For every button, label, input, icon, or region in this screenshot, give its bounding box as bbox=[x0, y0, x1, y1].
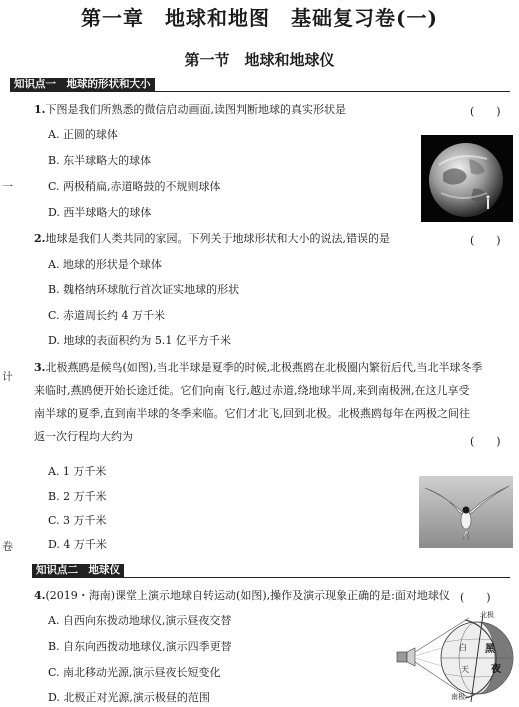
question-1-stem bbox=[34, 103, 346, 117]
margin-char-2: 计 bbox=[2, 370, 13, 383]
question-3-line-1: 3.北极燕鸥是候鸟(如图),当北半球是夏季的时候,北极燕鸥在北极圈内繁衍后代,当北半球冬季 bbox=[34, 361, 483, 374]
diagram-day-char-2: 天 bbox=[461, 665, 469, 674]
question-2-answer-paren: ( ) bbox=[470, 234, 501, 247]
diagram-north-pole-label: 北极 bbox=[480, 611, 494, 619]
question-3-line-4: 返一次行程均大约为 bbox=[34, 430, 133, 443]
question-3-number: 3. bbox=[34, 361, 46, 374]
globe-rotation-diagram bbox=[395, 608, 515, 706]
question-3-option-b: B. 2 万千米 bbox=[48, 490, 107, 503]
question-1-option-d: D. 西半球略大的球体 bbox=[48, 206, 152, 219]
diagram-night-char-2: 夜 bbox=[491, 664, 501, 675]
question-4-stem bbox=[34, 589, 450, 603]
diagram-south-pole-label: 南极 bbox=[451, 693, 465, 701]
question-3-option-a: A. 1 万千米 bbox=[48, 465, 107, 478]
question-1-option-b: B. 东半球略大的球体 bbox=[48, 154, 152, 167]
question-4-text: (2019・海南)课堂上演示地球自转运动(如图),操作及演示现象正确的是:面对地球仪 bbox=[45, 589, 450, 602]
question-4-option-b: B. 自东向西拨动地球仪,演示四季更替 bbox=[48, 640, 232, 653]
question-3-option-c: C. 3 万千米 bbox=[48, 514, 107, 527]
question-2-text: 地球是我们人类共同的家园。下列关于地球形状和大小的说法,错误的是 bbox=[45, 232, 390, 245]
question-2-option-a: A. 地球的形状是个球体 bbox=[48, 258, 162, 271]
knowledge-point-2-label: 知识点二 地球仪 bbox=[32, 564, 124, 577]
question-4-option-a: A. 自西向东拨动地球仪,演示昼夜交替 bbox=[48, 614, 232, 627]
question-3-answer-paren: ( ) bbox=[470, 435, 501, 448]
question-4-answer-paren: ( ) bbox=[460, 591, 491, 604]
question-2-stem bbox=[34, 232, 390, 246]
question-2-option-b: B. 魏格纳环球航行首次证实地球的形状 bbox=[48, 283, 240, 296]
question-2-option-c: C. 赤道周长约 4 万千米 bbox=[48, 309, 166, 322]
question-2-option-d: D. 地球的表面积约为 5.1 亿平方千米 bbox=[48, 334, 231, 347]
question-3-line-2: 来临时,燕鸥便开始长途迁徙。它们向南飞行,越过赤道,绕地球半周,来到南极洲,在这儿享受 bbox=[34, 384, 470, 397]
diagram-day-char-1: 白 bbox=[459, 643, 467, 652]
question-1-answer-paren: ( ) bbox=[470, 105, 501, 118]
question-1-option-a: A. 正圆的球体 bbox=[48, 128, 118, 141]
question-1-text: 下图是我们所熟悉的微信启动画面,读图判断地球的真实形状是 bbox=[45, 103, 346, 116]
question-2-number: 2. bbox=[34, 232, 46, 245]
question-1-option-c: C. 两极稍扁,赤道略鼓的不规则球体 bbox=[48, 180, 221, 193]
question-3-option-d: D. 4 万千米 bbox=[48, 538, 107, 551]
earth-photo bbox=[421, 135, 513, 222]
margin-char-1: 一 bbox=[2, 180, 13, 193]
question-3-line-3: 南半球的夏季,直到南半球的冬季来临。它们才北飞,回到北极。北极燕鸥每年在两极之间往 bbox=[34, 407, 470, 420]
page-title: 第一章 地球和地图 基础复习卷(一) bbox=[81, 6, 438, 30]
question-4-number: 4. bbox=[34, 589, 46, 602]
question-4-option-c: C. 南北移动光源,演示昼夜长短变化 bbox=[48, 666, 221, 679]
arctic-tern-photo bbox=[419, 476, 513, 548]
question-3-stem bbox=[34, 356, 506, 448]
knowledge-point-2-rule bbox=[32, 577, 510, 578]
question-1-number: 1. bbox=[34, 103, 46, 116]
margin-char-3: 卷 bbox=[2, 540, 13, 553]
knowledge-point-1-rule bbox=[10, 91, 510, 92]
diagram-night-char-1: 黑 bbox=[485, 644, 495, 655]
question-4-option-d: D. 北极正对光源,演示极昼的范围 bbox=[48, 691, 210, 704]
section-title: 第一节 地球和地球仪 bbox=[184, 51, 335, 69]
knowledge-point-1-label: 知识点一 地球的形状和大小 bbox=[10, 78, 155, 91]
